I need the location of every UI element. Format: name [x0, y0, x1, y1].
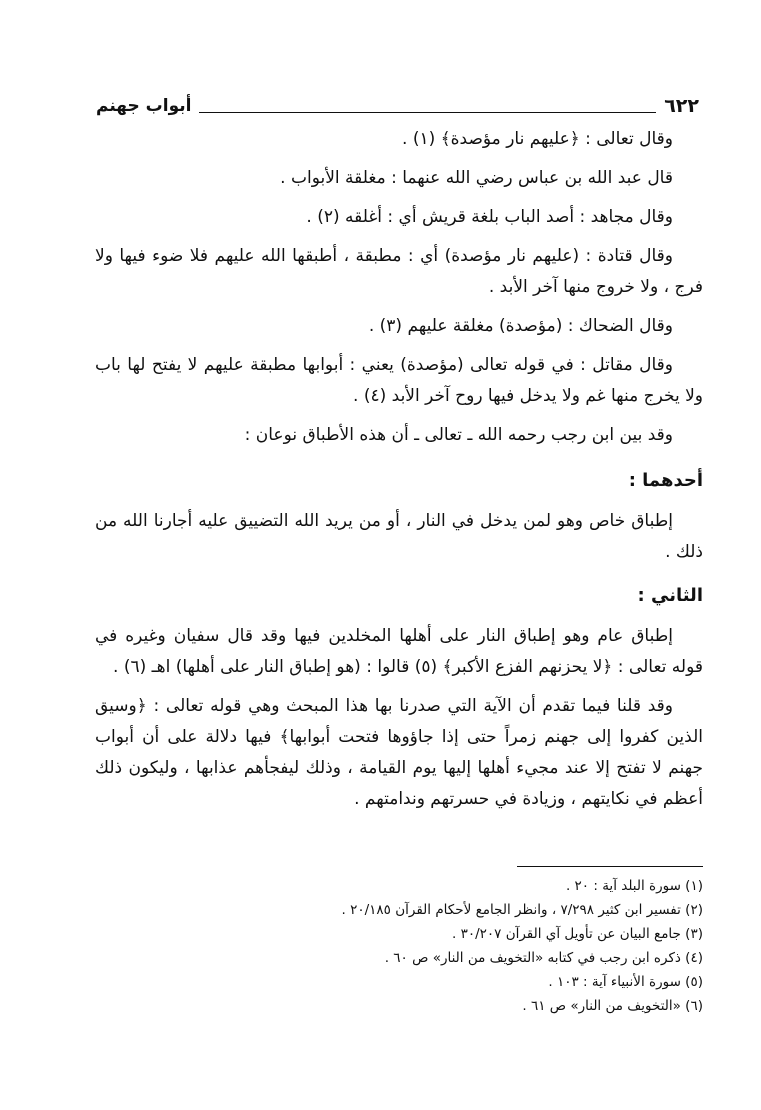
paragraph: وقد بين ابن رجب رحمه الله ـ تعالى ـ أن هذه الأطباق نوعان :	[244, 425, 673, 445]
running-header	[96, 88, 699, 118]
paragraph: وقال قتادة : (عليهم نار مؤصدة) أي : مطبقة ، أطبقها الله عليهم فلا ضوء فيها ولا فرج ، ولا خروج منها آخر الأبد .	[95, 246, 703, 297]
paragraph: إطباق خاص وهو لمن يدخل في النار ، أو من يريد الله التضييق عليه أجارنا الله من ذلك .	[95, 511, 703, 562]
footnote: (٣) جامع البيان عن تأويل آي القرآن ٣٠/٢٠٧ .	[452, 926, 703, 942]
paragraph: وقال الضحاك : (مؤصدة) مغلقة عليهم (٣) .	[368, 316, 673, 336]
paragraph: وقال مقاتل : في قوله تعالى (مؤصدة) يعني : أبوابها مطبقة عليهم لا يفتح لها باب ولا يخرج منها غم ولا يدخل فيها روح آخر الأبد (٤) .	[95, 355, 703, 406]
footnote: (٥) سورة الأنبياء آية : ١٠٣ .	[548, 974, 703, 990]
paragraph: وقد قلنا فيما تقدم أن الآية التي صدرنا بها هذا المبحث وهي قوله تعالى : ﴿وسيق الذين كفروا إلى جهنم زمراً حتى إذا جاؤوها فتحت أبوابها﴾ فيها دلالة على أن أبواب جهنم لا تفتح إلا عند مجيء أهلها إليها يوم القيامة ، وذلك ليفجأهم عذابها ، وليكون ذلك أعظم في نكايتهم ، وزيادة في حسرتهم وندامتهم .	[95, 696, 703, 809]
paragraph: وقال مجاهد : أصد الباب بلغة قريش أي : أغلقه (٢) .	[306, 207, 673, 227]
section-heading: الثاني :	[637, 585, 703, 606]
footnote: (٦) «التخويف من النار» ص ٦١ .	[522, 998, 703, 1014]
footnote: (٢) تفسير ابن كثير ٧/٢٩٨ ، وانظر الجامع لأحكام القرآن ٢٠/١٨٥ .	[341, 902, 703, 918]
paragraph: وقال تعالى : ﴿عليهم نار مؤصدة﴾ (١) .	[402, 129, 673, 149]
chapter-title: أبواب جهنم	[96, 96, 192, 116]
page-number: ٦٢٢	[664, 95, 699, 117]
paragraph: قال عبد الله بن عباس رضي الله عنهما : مغلقة الأبواب .	[280, 168, 673, 188]
footnote: (٤) ذكره ابن رجب في كتابه «التخويف من النار» ص ٦٠ .	[384, 950, 703, 966]
paragraph: إطباق عام وهو إطباق النار على أهلها المخلدين فيها وقد قال سفيان وغيره في قوله تعالى : ﴿لا يحزنهم الفزع الأكبر﴾ (٥) قالوا : (هو إطباق النار على أهلها) اهـ (٦) .	[95, 626, 703, 677]
main-text	[95, 124, 703, 823]
footnotes	[95, 874, 703, 1018]
footnote: (١) سورة البلد آية : ٢٠ .	[565, 878, 703, 894]
section-heading: أحدهما :	[628, 470, 703, 491]
footnote-separator	[517, 866, 703, 867]
header-rule	[199, 112, 656, 113]
